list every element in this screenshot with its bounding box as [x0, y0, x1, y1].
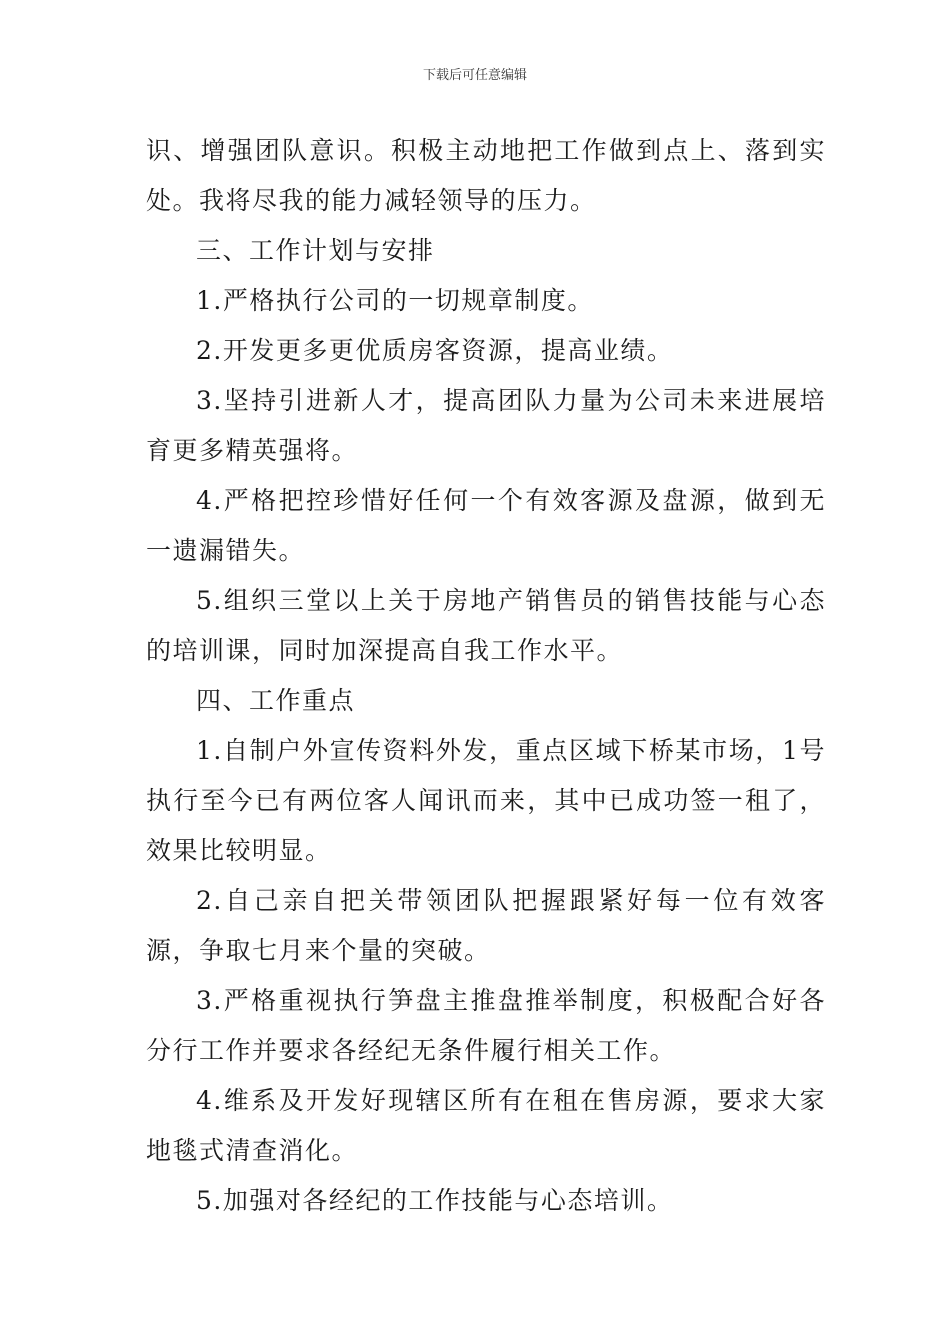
- plan-item-5: 5.组织三堂以上关于房地产销售员的销售技能与心态的培训课，同时加深提高自我工作水平。: [146, 586, 826, 665]
- paragraph-continuation: 识、增强团队意识。积极主动地把工作做到点上、落到实处。我将尽我的能力减轻领导的压力。: [146, 136, 826, 215]
- plan-item-2: 2.开发更多更优质房客资源，提高业绩。: [196, 336, 674, 365]
- plan-item-1: 1.严格执行公司的一切规章制度。: [196, 286, 594, 315]
- document-body: [146, 126, 826, 1226]
- focus-item-4: 4.维系及开发好现辖区所有在租在售房源，要求大家地毯式清查消化。: [146, 1086, 826, 1165]
- plan-item-3: 3.坚持引进新人才，提高团队力量为公司未来进展培育更多精英强将。: [146, 386, 826, 465]
- focus-item-2: 2.自己亲自把关带领团队把握跟紧好每一位有效客源，争取七月来个量的突破。: [146, 886, 826, 965]
- page-header: 下载后可任意编辑: [422, 68, 527, 83]
- section-heading-plan: 三、工作计划与安排: [196, 236, 435, 265]
- plan-item-4: 4.严格把控珍惜好任何一个有效客源及盘源，做到无一遗漏错失。: [146, 486, 826, 565]
- focus-item-1: 1.自制户外宣传资料外发，重点区域下桥某市场，1号执行至今已有两位客人闻讯而来，其中已成功签一租了，效果比较明显。: [146, 736, 826, 865]
- focus-item-5: 5.加强对各经纪的工作技能与心态培训。: [196, 1186, 674, 1215]
- focus-item-3: 3.严格重视执行笋盘主推盘推举制度，积极配合好各分行工作并要求各经纪无条件履行相关工作。: [146, 986, 826, 1065]
- section-heading-focus: 四、工作重点: [196, 686, 356, 715]
